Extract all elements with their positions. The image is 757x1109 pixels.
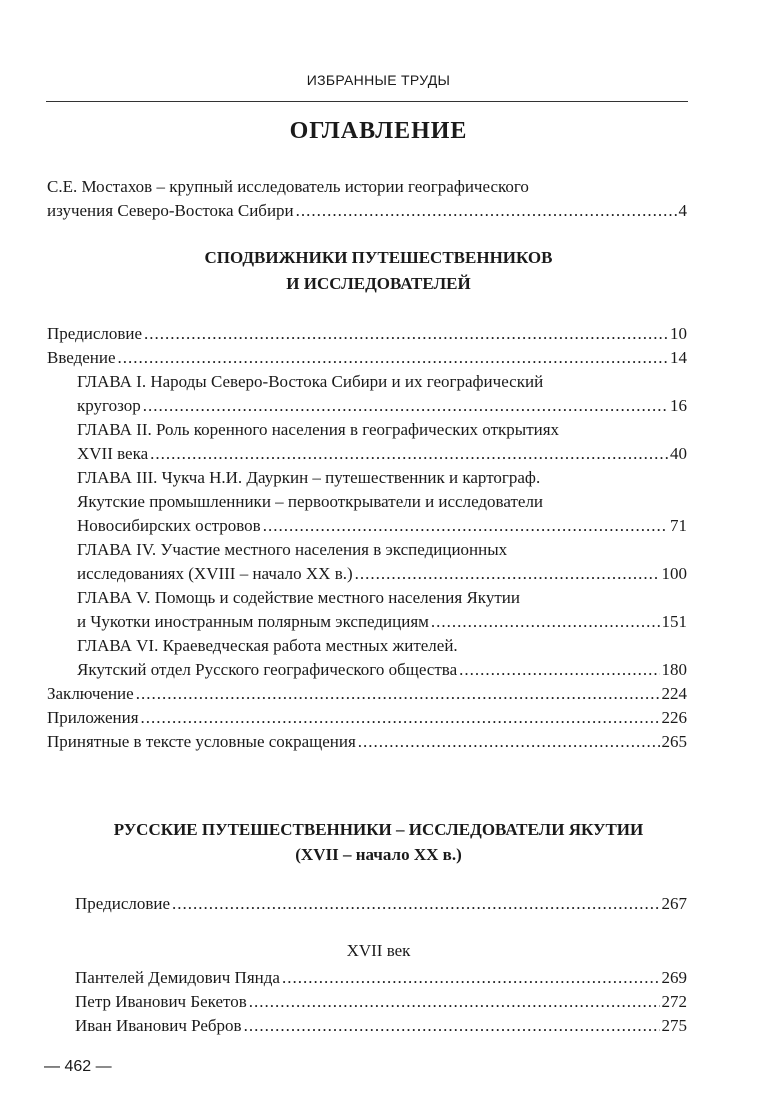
century-heading: XVII век xyxy=(346,941,411,960)
entry-final-line xyxy=(77,442,687,466)
toc-entry[interactable] xyxy=(47,706,687,730)
entry-title: Заключение xyxy=(47,684,134,703)
entry-final-line xyxy=(47,706,687,730)
entry-line: ГЛАВА IV. Участие местного населения в экспедиционных xyxy=(77,540,508,559)
dot-leader xyxy=(431,610,660,634)
page-number: 10 xyxy=(670,324,687,343)
dot-leader xyxy=(172,892,659,916)
entry-title: Предисловие xyxy=(47,324,143,343)
dot-leader xyxy=(141,706,660,730)
entry-title: XVII века xyxy=(77,444,149,463)
entry-line: Якутские промышленники – первооткрыватели и исследователи xyxy=(77,492,544,511)
entry-title: исследованиях (XVIII – начало XX в.) xyxy=(77,564,353,583)
page-folio: — 462 — xyxy=(44,1058,112,1075)
dot-leader xyxy=(118,346,668,370)
dot-leader xyxy=(249,990,660,1014)
page-number: 14 xyxy=(670,348,687,367)
header-rule xyxy=(46,101,688,102)
page-number: 275 xyxy=(661,1016,687,1035)
entry-final-line xyxy=(77,562,687,586)
section2-preface[interactable] xyxy=(75,892,687,916)
entry-final-line xyxy=(75,966,687,990)
entry-final-line xyxy=(77,658,687,682)
section2-heading-2: (XVII – начало XX в.) xyxy=(295,845,462,864)
dot-leader xyxy=(263,514,668,538)
entry-line: ГЛАВА III. Чукча Н.И. Дауркин – путешественник и картограф. xyxy=(77,468,541,487)
section1-entries xyxy=(47,322,687,754)
dot-leader xyxy=(144,322,668,346)
toc-entry[interactable] xyxy=(47,730,687,754)
entry-title: Якутский отдел Русского географического общества xyxy=(77,660,458,679)
dot-leader xyxy=(150,442,668,466)
intro-line-1: С.Е. Мостахов – крупный исследователь истории географического xyxy=(47,177,529,196)
dot-leader xyxy=(282,966,660,990)
page-number: 224 xyxy=(661,684,687,703)
toc-entry[interactable] xyxy=(47,538,687,586)
entry-line: ГЛАВА II. Роль коренного населения в географических открытиях xyxy=(77,420,560,439)
dot-leader xyxy=(355,562,660,586)
section2-entries xyxy=(75,966,687,1038)
toc-entry[interactable] xyxy=(47,466,687,538)
page-number: 40 xyxy=(670,444,687,463)
toc-entry[interactable] xyxy=(47,682,687,706)
toc-entry[interactable] xyxy=(47,370,687,418)
entry-title: Предисловие xyxy=(75,894,171,913)
entry-final-line xyxy=(47,730,687,754)
intro-entry[interactable] xyxy=(47,175,687,223)
intro-line-2: изучения Северо-Востока Сибири xyxy=(47,201,294,220)
entry-final-line xyxy=(47,682,687,706)
entry-line: ГЛАВА V. Помощь и содействие местного населения Якутии xyxy=(77,588,520,607)
dot-leader xyxy=(136,682,660,706)
entry-final-line xyxy=(47,322,687,346)
entry-title: Петр Иванович Бекетов xyxy=(75,992,247,1011)
dot-leader xyxy=(459,658,659,682)
entry-title: Приложения xyxy=(47,708,139,727)
entry-title: Иван Иванович Ребров xyxy=(75,1016,242,1035)
page-number: 4 xyxy=(678,201,687,220)
entry-final-line xyxy=(75,1014,687,1038)
page-number: 265 xyxy=(661,732,687,751)
entry-title: Введение xyxy=(47,348,116,367)
entry-title: и Чукотки иностранным полярным экспедициям xyxy=(77,612,429,631)
entry-title: Принятные в тексте условные сокращения xyxy=(47,732,356,751)
page-number: 100 xyxy=(661,564,687,583)
entry-final-line xyxy=(77,610,687,634)
toc-entry[interactable] xyxy=(47,322,687,346)
toc-entry[interactable] xyxy=(75,990,687,1014)
toc-entry[interactable] xyxy=(47,418,687,466)
dot-leader xyxy=(358,730,660,754)
toc-entry[interactable] xyxy=(47,346,687,370)
entry-title: Новосибирских островов xyxy=(77,516,261,535)
section1-heading-2: И ИССЛЕДОВАТЕЛЕЙ xyxy=(286,274,471,293)
entry-line: ГЛАВА I. Народы Северо-Востока Сибири и их географический xyxy=(77,372,544,391)
entry-final-line xyxy=(47,346,687,370)
page-number: 16 xyxy=(670,396,687,415)
page-number: 269 xyxy=(661,968,687,987)
running-head: ИЗБРАННЫЕ ТРУДЫ xyxy=(306,72,451,88)
dot-leader xyxy=(296,199,677,223)
toc-entry[interactable] xyxy=(75,1014,687,1038)
page-number: 226 xyxy=(661,708,687,727)
page-title: ОГЛАВЛЕНИЕ xyxy=(289,118,468,144)
entry-title: Пантелей Демидович Пянда xyxy=(75,968,280,987)
entry-line: ГЛАВА VI. Краеведческая работа местных жителей. xyxy=(77,636,458,655)
dot-leader xyxy=(244,1014,660,1038)
page-number: 151 xyxy=(661,612,687,631)
dot-leader xyxy=(143,394,668,418)
toc-entry[interactable] xyxy=(47,634,687,682)
entry-final-line xyxy=(77,394,687,418)
entry-title: кругозор xyxy=(77,396,141,415)
page-number: 180 xyxy=(661,660,687,679)
page-number: 71 xyxy=(670,516,687,535)
section1-heading-1: СПОДВИЖНИКИ ПУТЕШЕСТВЕННИКОВ xyxy=(204,248,553,267)
toc-entry[interactable] xyxy=(75,966,687,990)
section2-heading-1: РУССКИЕ ПУТЕШЕСТВЕННИКИ – ИССЛЕДОВАТЕЛИ ЯКУТИИ xyxy=(113,820,644,839)
page-number: 272 xyxy=(661,992,687,1011)
entry-final-line xyxy=(77,514,687,538)
page-number: 267 xyxy=(661,894,687,913)
entry-final-line xyxy=(75,990,687,1014)
toc-entry[interactable] xyxy=(47,586,687,634)
